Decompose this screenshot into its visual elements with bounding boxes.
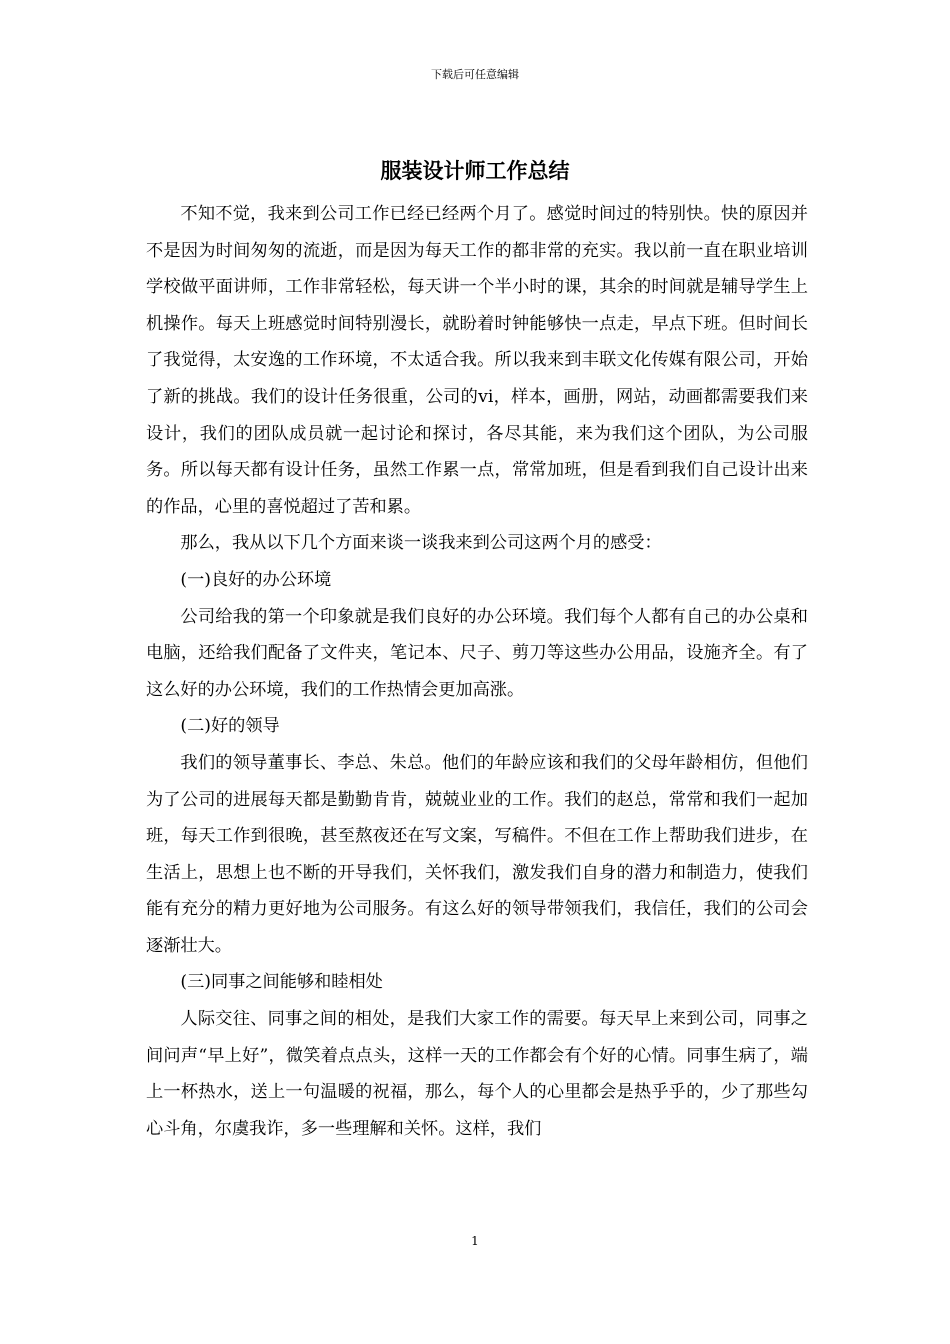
- document-title: 服装设计师工作总结: [380, 159, 570, 183]
- document-body: [146, 196, 808, 1147]
- section-heading-leadership: (二)好的领导: [180, 716, 280, 737]
- page-header: 下载后可任意编辑: [431, 68, 519, 81]
- paragraph-leadership: 我们的领导董事长、李总、朱总。他们的年龄应该和我们的父母年龄相仿，但他们为了公司的进展每天都是勤勤肯肯，兢兢业业的工作。我们的赵总，常常和我们一起加班，每天工作到很晚，甚至熬夜还在写文案，写稿件。不但在工作上帮助我们进步，在生活上，思想上也不断的开导我们，关怀我们，激发我们自身的潜力和制造力，使我们能有充分的精力更好地为公司服务。有这么好的领导带领我们，我信任，我们的公司会逐渐壮大。: [146, 752, 808, 956]
- section-heading-colleagues: (三)同事之间能够和睦相处: [180, 972, 383, 993]
- paragraph-colleagues: 人际交往、同事之间的相处，是我们大家工作的需要。每天早上来到公司，同事之间问声“早上好”，微笑着点点头，这样一天的工作都会有个好的心情。同事生病了，端上一杯热水，送上一句温暖的祝福，那么，每个人的心里都会是热乎乎的，少了那些勾心斗角，尔虞我诈，多一些理解和关怀。这样，我们: [146, 1009, 808, 1139]
- paragraph-intro: 不知不觉，我来到公司工作已经已经两个月了。感觉时间过的特别快。快的原因并不是因为时间匆匆的流逝，而是因为每天工作的都非常的充实。我以前一直在职业培训学校做平面讲师，工作非常轻松，每天讲一个半小时的课，其余的时间就是辅导学生上机操作。每天上班感觉时间特别漫长，就盼着时钟能够快一点走，早点下班。但时间长了我觉得，太安逸的工作环境，不太适合我。所以我来到丰联文化传媒有限公司，开始了新的挑战。我们的设计任务很重，公司的vi，样本，画册，网站，动画都需要我们来设计，我们的团队成员就一起讨论和探讨，各尽其能，来为我们这个团队，为公司服务。所以每天都有设计任务，虽然工作累一点，常常加班，但是看到我们自己设计出来的作品，心里的喜悦超过了苦和累。: [146, 204, 808, 517]
- paragraph-environment: 公司给我的第一个印象就是我们良好的办公环境。我们每个人都有自己的办公桌和电脑，还给我们配备了文件夹，笔记本、尺子、剪刀等这些办公用品，设施齐全。有了这么好的办公环境，我们的工作热情会更加高涨。: [146, 606, 808, 700]
- paragraph-overview: 那么，我从以下几个方面来谈一谈我来到公司这两个月的感受：: [180, 533, 662, 554]
- page-number: 1: [471, 1234, 479, 1248]
- section-heading-environment: (一)良好的办公环境: [180, 569, 332, 590]
